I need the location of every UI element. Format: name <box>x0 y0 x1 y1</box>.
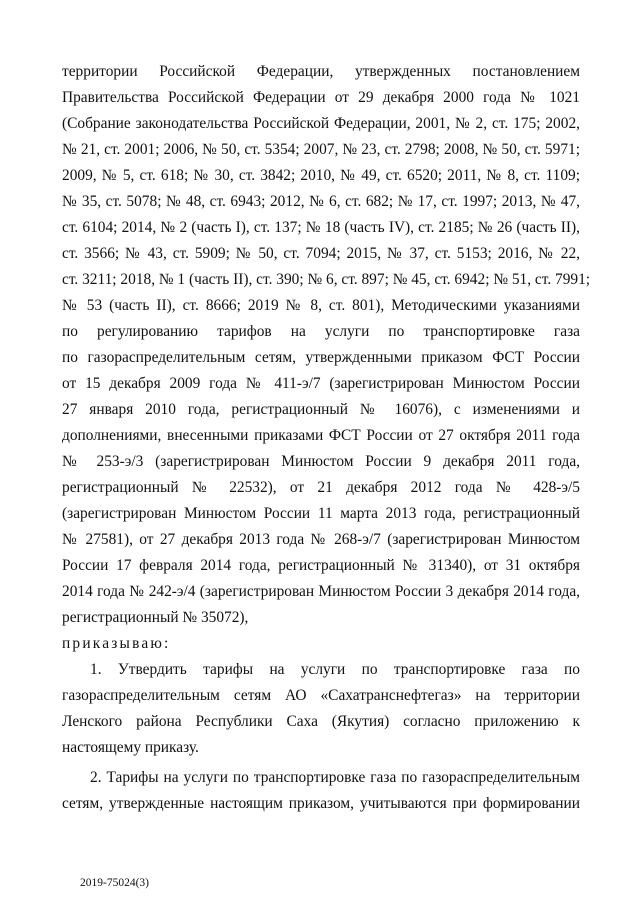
text-line: регистрационный № 35072), <box>62 609 249 626</box>
text-line: ст. 3566; № 43, ст. 5909; № 50, ст. 7094; 2015, № 37, ст. 5153; 2016, № 22, <box>62 245 580 262</box>
text-line: дополнениями, внесенными приказами ФСТ России от 27 октября 2011 года <box>62 427 580 444</box>
text-line: от 15 декабря 2009 года № 411-э/7 (зарегистрирован Минюстом России <box>62 375 580 392</box>
text-line: № 253-э/3 (зарегистрирован Минюстом России 9 декабря 2011 года, <box>62 453 580 470</box>
item-1-line: газораспределительным сетям АО «Сахатранснефтегаз» на территории <box>62 687 580 704</box>
text-line: 2009, № 5, ст. 618; № 30, ст. 3842; 2010, № 49, ст. 6520; 2011, № 8, ст. 1109; <box>62 167 580 184</box>
text-line: России 17 февраля 2014 года, регистрационный № 31340), от 31 октября <box>62 557 580 574</box>
text-line: 27 января 2010 года, регистрационный № 16076), с изменениями и <box>62 401 580 418</box>
item-1-line: настоящему приказу. <box>62 739 199 756</box>
text-line: территории Российской Федерации, утвержденных постановлением <box>62 63 580 80</box>
text-line: ст. 6104; 2014, № 2 (часть I), ст. 137; № 18 (часть IV), ст. 2185; № 26 (часть II), <box>62 219 580 236</box>
text-line: ст. 3211; 2018, № 1 (часть II), ст. 390; № 6, ст. 897; № 45, ст. 6942; № 51, ст. 7991; <box>62 271 591 288</box>
text-line: 2014 года № 242-э/4 (зарегистрирован Минюстом России 3 декабря 2014 года, <box>62 583 580 600</box>
item-1-line: 1. Утвердить тарифы на услуги по транспортировке газа по <box>90 661 580 678</box>
item-1-line: Ленского района Республики Саха (Якутия) согласно приложению к <box>62 713 580 730</box>
text-line: (зарегистрирован Минюстом России 11 марта 2013 года, регистрационный <box>62 505 580 522</box>
text-line: по регулированию тарифов на услуги по транспортировке газа <box>62 323 580 340</box>
text-line: № 21, ст. 2001; 2006, № 50, ст. 5354; 2007, № 23, ст. 2798; 2008, № 50, ст. 5971; <box>62 141 580 158</box>
text-line: № 53 (часть II), ст. 8666; 2019 № 8, ст. 801), Методическими указаниями <box>62 297 580 314</box>
text-line: по газораспределительным сетям, утвержденными приказом ФСТ России <box>62 349 580 366</box>
text-line: (Собрание законодательства Российской Федерации, 2001, № 2, ст. 175; 2002, <box>62 115 580 132</box>
text-line: № 35, ст. 5078; № 48, ст. 6943; 2012, № 6, ст. 682; № 17, ст. 1997; 2013, № 47, <box>62 193 580 210</box>
footer-document-code: 2019-75024(3) <box>80 877 149 889</box>
order-word: приказываю: <box>62 635 171 652</box>
text-line: регистрационный № 22532), от 21 декабря 2012 года № 428-э/5 <box>62 479 580 496</box>
text-line: № 27581), от 27 декабря 2013 года № 268-э/7 (зарегистрирован Минюстом <box>62 531 580 548</box>
item-2-line: сетям, утвержденные настоящим приказом, учитываются при формировании <box>62 795 580 812</box>
text-line: Правительства Российской Федерации от 29 декабря 2000 года № 1021 <box>62 89 580 106</box>
item-2-line: 2. Тарифы на услуги по транспортировке газа по газораспределительным <box>90 769 580 786</box>
